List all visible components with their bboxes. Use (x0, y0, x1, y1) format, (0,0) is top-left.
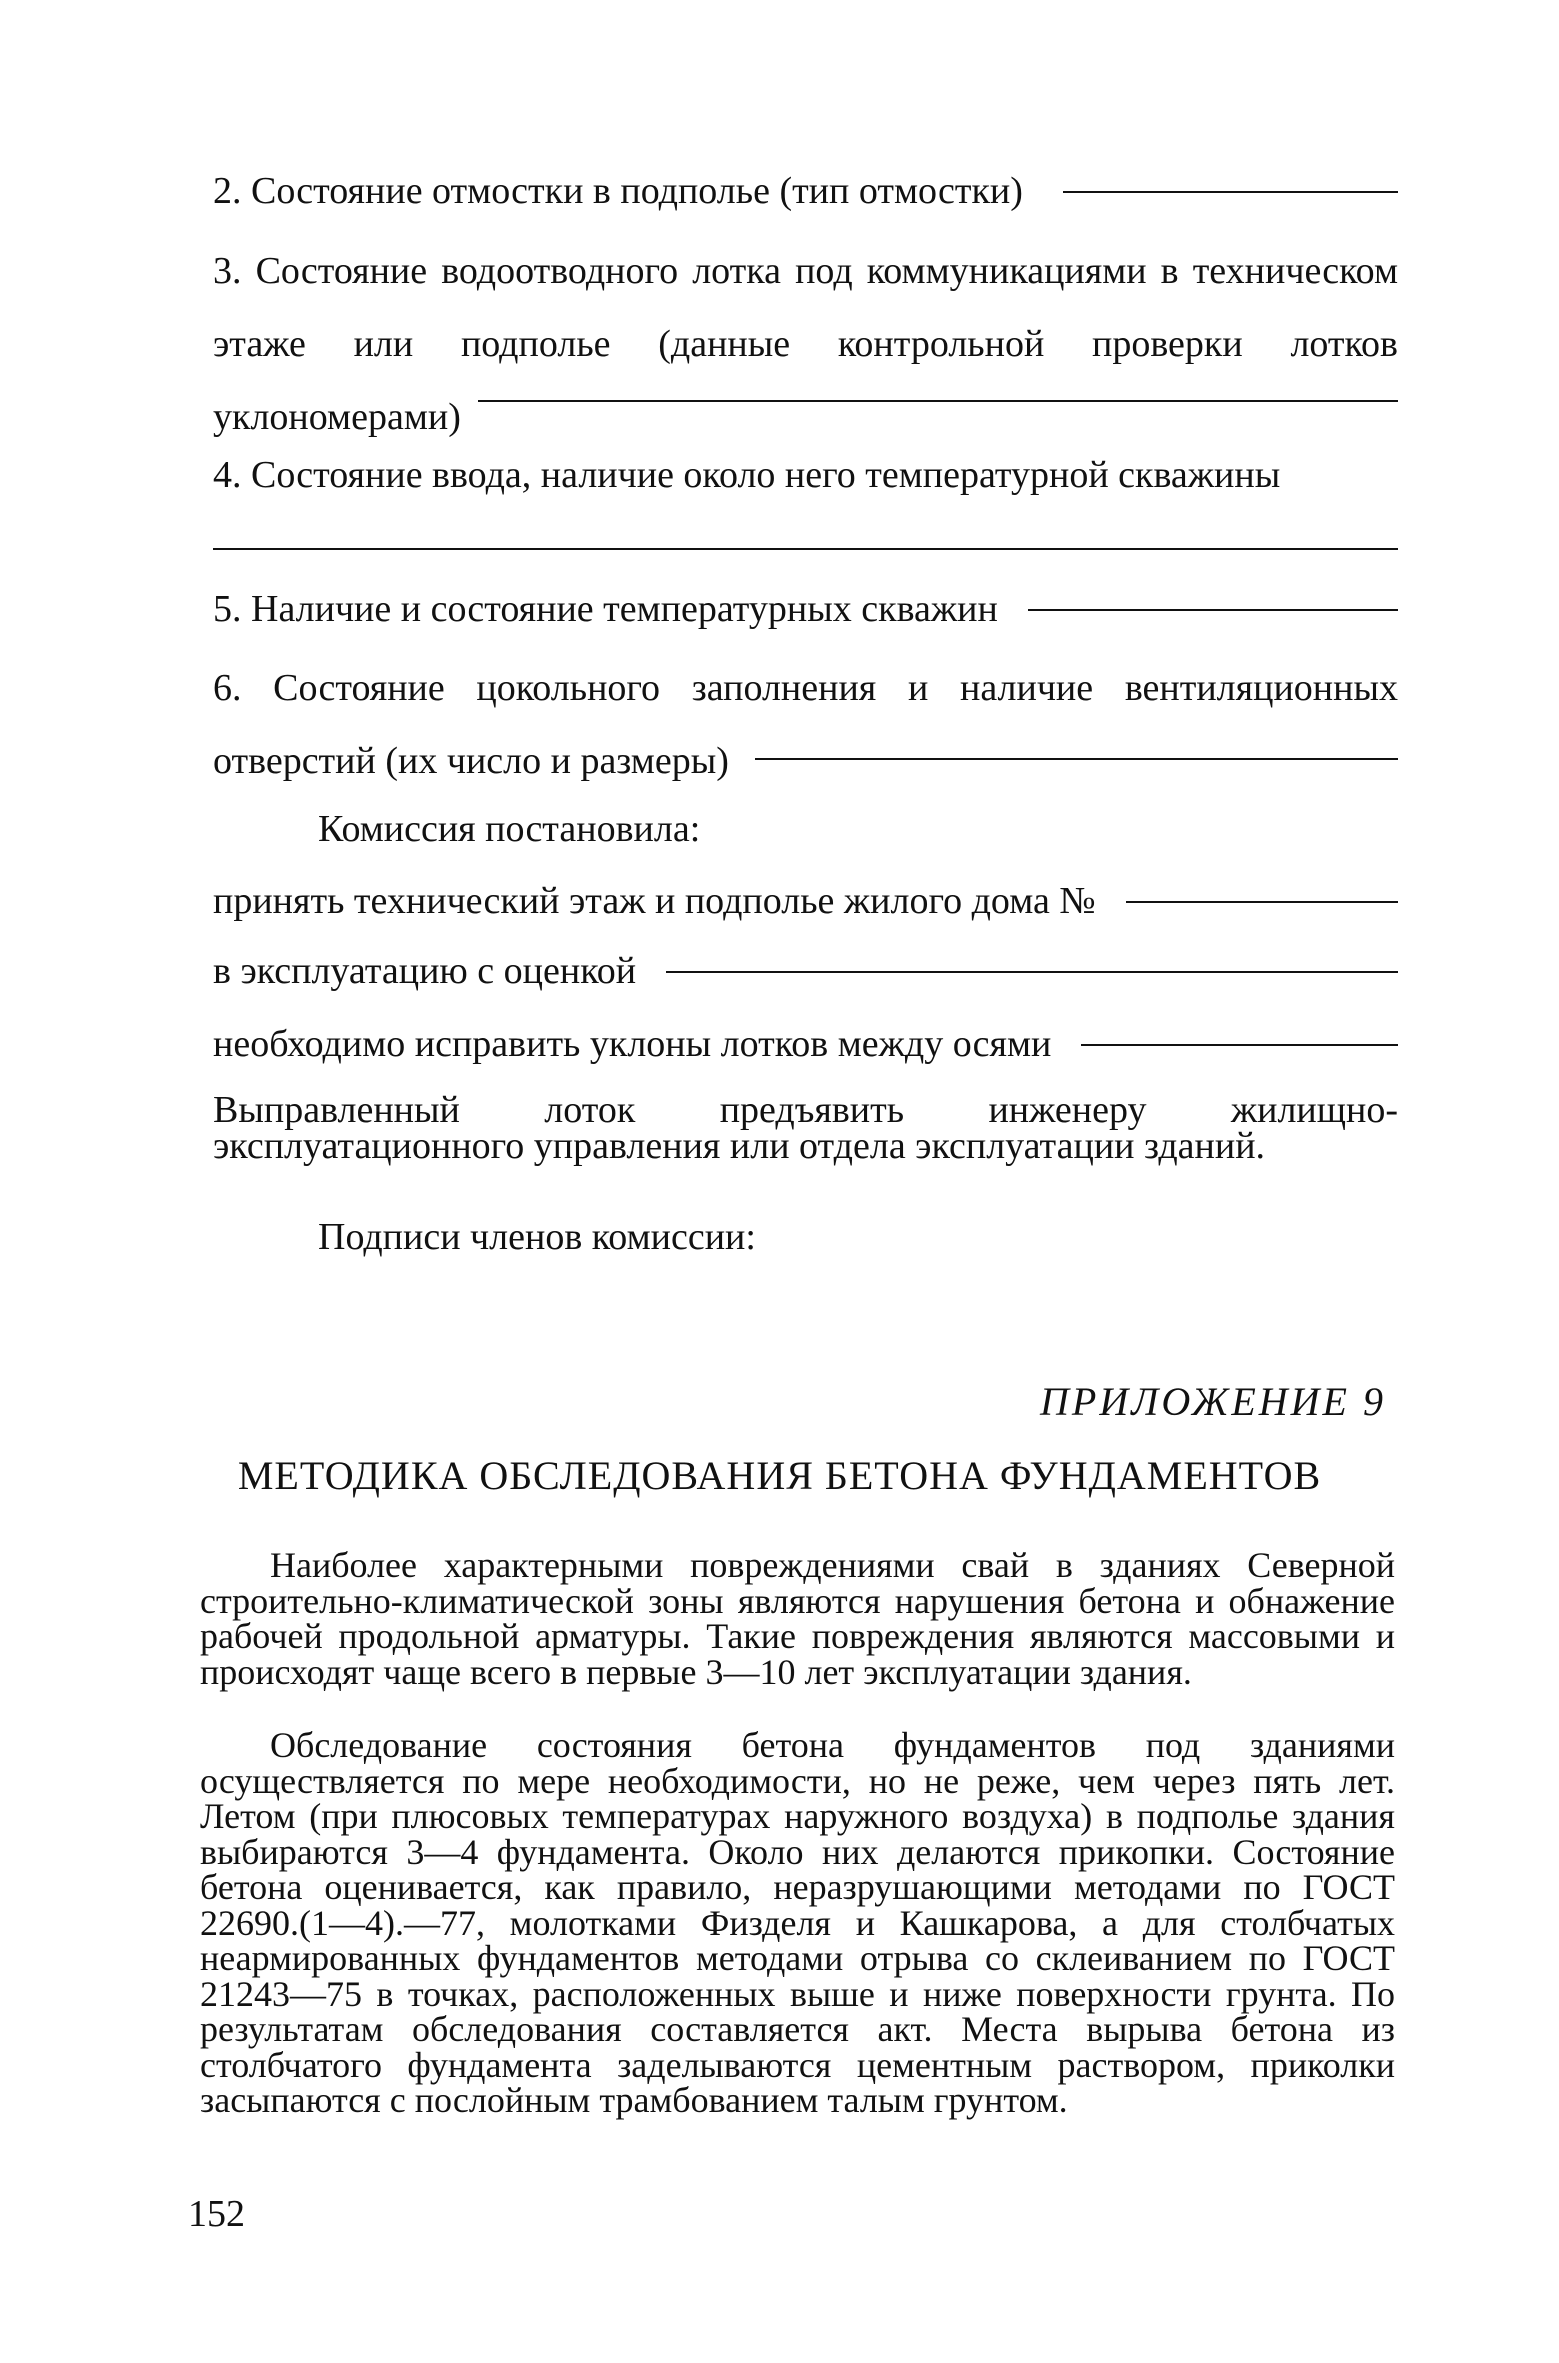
blank-line (1063, 191, 1398, 193)
blank-line (1081, 1044, 1398, 1046)
present-text: Выправленный лоток предъявить инженеру жилищно-эксплуатационного управления или отдела эксплуатации зданий. (213, 1089, 1398, 1167)
blank-line (1028, 609, 1398, 611)
blank-line (478, 400, 1398, 402)
method-title: МЕТОДИКА ОБСЛЕДОВАНИЯ БЕТОНА ФУНДАМЕНТОВ (237, 1453, 1322, 1498)
appendix-label: ПРИЛОЖЕНИЕ 9 (1040, 1379, 1386, 1424)
item-3-text: 3. Состояние водоотводного лотка под коммуникациями в техническом этаже или подполье (данные контрольной проверки лотков уклономерами) (213, 250, 1398, 438)
accept-text: принять технический этаж и подполье жилого дома № (213, 880, 1096, 922)
item-4-row (213, 456, 1398, 494)
paragraph-1: Наиболее характерными повреждениями свай в зданиях Северной строительно-климатической зоны являются нарушения бетона и обнажение рабочей продольной арматуры. Такие повреждения являются массовыми и происходят чаще всего в первые 3—10 лет эксплуатации здания. (200, 1545, 1395, 1692)
fix-slopes-row (213, 1025, 1398, 1063)
page-number: 152 (188, 2193, 245, 2235)
paragraph-2: Обследование состояния бетона фундаментов под зданиями осуществляется по мере необходимости, но не реже, чем через пять лет. Летом (при плюсовых температурах наружного воздуха) в подполье здания выбираются 3—4 фундамента. Около них делаются прикопки. Состояние бетона оценивается, как правило, неразрушающими методами по ГОСТ 22690.(1—4).—77, молотками Физделя и Кашкарова, а для столбчатых неармированных фундаментов методами отрыва со склеиванием по ГОСТ 21243—75 в точках, расположенных выше и ниже поверхности грунта. По результатам обследования составляется акт. Места вырыва бетона из столбчатого фундамента заделываются цементным раствором, приколки засыпаются с послойным трамбованием талым грунтом. (200, 1725, 1395, 2120)
item-5-row (213, 590, 1398, 628)
blank-line (213, 548, 1398, 550)
item-3-block (213, 235, 1398, 454)
decision-heading: Комиссия постановила: (318, 808, 701, 850)
signatures-label: Подписи членов комиссии: (318, 1216, 756, 1258)
item-6-block (213, 652, 1398, 798)
item-5-text: 5. Наличие и состояние температурных скважин (213, 588, 998, 630)
item-2-row (213, 172, 1398, 210)
accept-row (213, 882, 1398, 920)
blank-line (755, 758, 1398, 760)
present-block (213, 1089, 1398, 1167)
blank-line (666, 971, 1398, 973)
item-6-text: 6. Состояние цокольного заполнения и наличие вентиляционных отверстий (их число и размеры) (213, 667, 1398, 782)
item-2-text: 2. Состояние отмостки в подполье (тип отмостки) (213, 170, 1023, 212)
rating-text: в эксплуатацию с оценкой (213, 950, 637, 992)
item-4-text: 4. Состояние ввода, наличие около него температурной скважины (213, 454, 1281, 496)
blank-line (1126, 901, 1398, 903)
rating-row (213, 952, 1398, 990)
fix-slopes-text: необходимо исправить уклоны лотков между осями (213, 1023, 1052, 1065)
